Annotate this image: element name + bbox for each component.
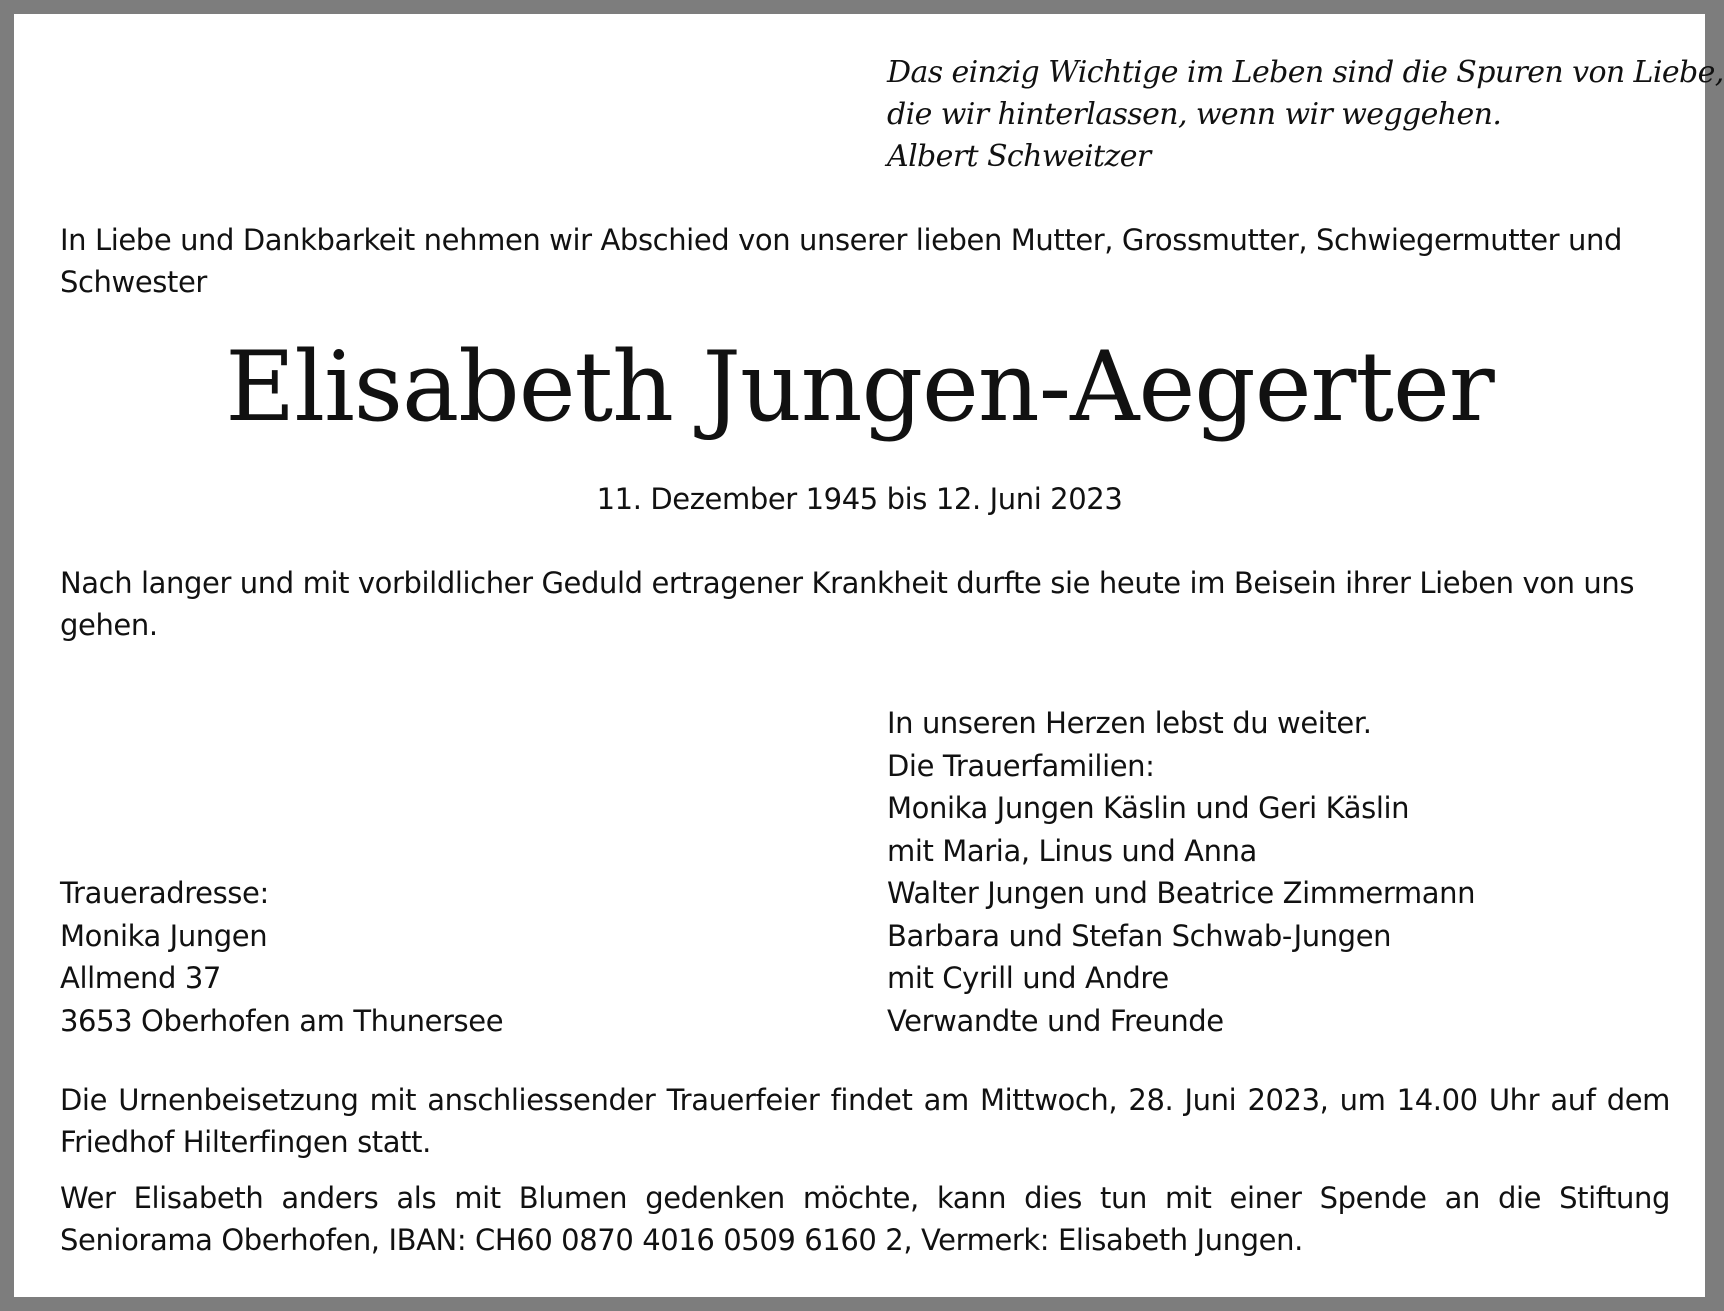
funeral-text: Die Urnenbeisetzung mit anschliessender Trauerfeier findet am Mittwoch, 28. Juni 2023, um 14.00 Uhr auf dem Friedhof Hilterfingen statt.: [60, 1083, 1670, 1159]
obituary-notice: [14, 14, 1724, 1297]
family-member: Monika Jungen Käslin und Geri Käslin: [887, 791, 1410, 825]
address-name: Monika Jungen: [60, 918, 268, 953]
family-member: Verwandte und Freunde: [887, 1003, 1224, 1038]
donation-text: Wer Elisabeth anders als mit Blumen gedenken möchte, kann dies tun mit einer Spende an die Stiftung Seniorama Oberhofen, IBAN: CH60 0870 4016 0509 6160 2, Vermerk: Elisabeth Jungen.: [60, 1181, 1670, 1257]
epigraph-quote: [887, 52, 1724, 178]
deceased-name: Elisabeth Jungen-Aegerter: [225, 331, 1494, 443]
life-dates: 11. Dezember 1945 bis 12. Juni 2023: [596, 482, 1123, 516]
illness-text: Nach langer und mit vorbildlicher Geduld ertragener Krankheit durfte sie heute im Beisein ihrer Lieben von uns gehen.: [60, 566, 1635, 642]
family-member: mit Cyrill und Andre: [887, 961, 1169, 995]
address-label: Traueradresse:: [60, 876, 269, 910]
intro-text: In Liebe und Dankbarkeit nehmen wir Abschied von unserer lieben Mutter, Grossmutter, Schwiegermutter und Schwester: [60, 223, 1622, 299]
family-heading: Die Trauerfamilien:: [887, 748, 1155, 783]
mourning-address: [60, 872, 503, 1042]
mourning-family-list: [887, 702, 1475, 1042]
family-member: mit Maria, Linus und Anna: [887, 833, 1257, 868]
address-street: Allmend 37: [60, 961, 221, 995]
family-member: Walter Jungen und Beatrice Zimmermann: [887, 876, 1476, 910]
quote-line: Das einzig Wichtige im Leben sind die Spuren von Liebe,: [887, 55, 1724, 90]
address-city: 3653 Oberhofen am Thunersee: [60, 1003, 504, 1038]
quote-author: Albert Schweitzer: [887, 139, 1151, 174]
family-motto: In unseren Herzen lebst du weiter.: [887, 706, 1372, 740]
quote-line: die wir hinterlassen, wenn wir weggehen.: [887, 97, 1502, 132]
family-member: Barbara und Stefan Schwab-Jungen: [887, 918, 1392, 953]
